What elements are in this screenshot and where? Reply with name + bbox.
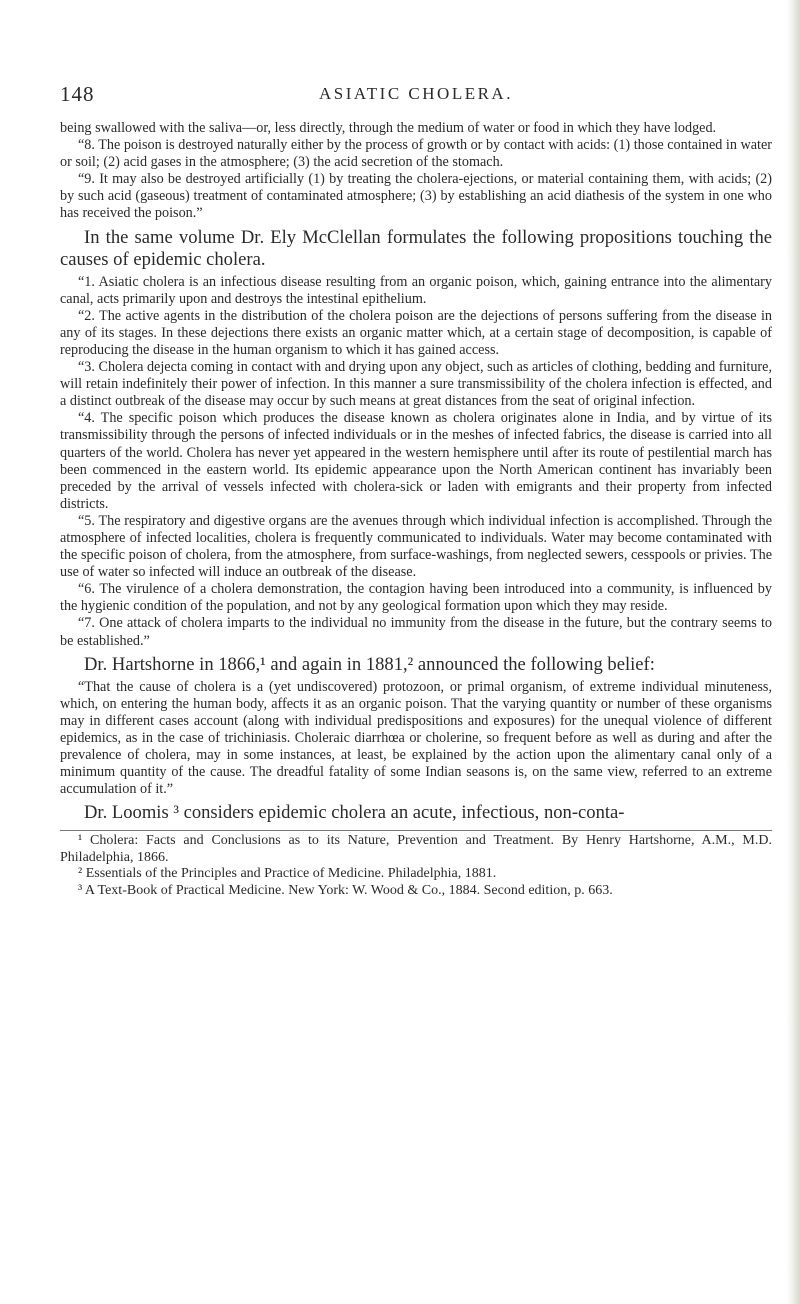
paragraph: being swallowed with the saliva—or, less directly, through the medium of water or food in which they have lodged. [60,120,717,136]
page-body [60,120,772,900]
page-header [60,82,772,106]
footnote: ¹ Cholera: Facts and Conclusions as to its Nature, Prevention and Treatment. By Henry Hartshorne, A.M., M.D. Philadelphia, 1866. [60,833,772,865]
page-edge [786,0,800,1304]
paragraph: “7. One attack of cholera imparts to the individual no immunity from the disease in the future, but the contrary seems to be established.” [60,615,772,649]
paragraph: Dr. Loomis ³ considers epidemic cholera an acute, infectious, non-conta- [84,802,625,824]
paragraph: “4. The specific poison which produces the disease known as cholera originates alone in India, and by virtue of its transmissibility through the persons of infected individuals or in the meshes of infected fabrics, the disease is carried into all quarters of the world. Cholera has never yet appeared in the western hemisphere until after its route of pestilential march has been commenced in the eastern world. Its epidemic appearance upon the North American continent has invariably been preceded by the arrival of vessels infected with cholera-sick or laden with emigrants and their property from infected districts. [60,410,772,512]
paragraph: “2. The active agents in the distribution of the cholera poison are the dejections of persons suffering from the disease in any of its stages. In these dejections there exists an organic matter which, at a certain stage of decomposition, is capable of reproducing the disease in the human organism to which it has gained access. [60,307,772,358]
paragraph: “5. The respiratory and digestive organs are the avenues through which individual infection is accomplished. Through the atmosphere of infected localities, cholera is frequently communicated to individuals. Water may become contaminated with the specific poison of cholera, from the atmosphere, from surface-washings, from neglected sewers, cesspools or privies. The use of water so infected will induce an outbreak of the disease. [60,512,772,581]
paragraph: Dr. Hartshorne in 1866,¹ and again in 1881,² announced the following belief: [84,653,655,675]
footnote: ² Essentials of the Principles and Practice of Medicine. Philadelphia, 1881. [78,866,497,882]
footnote: ³ A Text-Book of Practical Medicine. New York: W. Wood & Co., 1884. Second edition, p. 663. [78,883,613,899]
paragraph: “3. Cholera dejecta coming in contact with and drying upon any object, such as articles of clothing, bedding and furniture, will retain indefinitely their power of infection. In this manner a sure transmissibility of the cholera infection is effected, and a distinct outbreak of the disease may occur by such means at great distances from the seat of original infection. [60,359,772,410]
paragraph: “6. The virulence of a cholera demonstration, the contagion having been introduced into a community, is influenced by the hygienic condition of the population, and not by any geological formation upon which they may reside. [60,581,772,615]
paragraph: In the same volume Dr. Ely McClellan formulates the following propositions touching the causes of epidemic cholera. [60,226,772,270]
footnote-divider [60,830,772,831]
running-title: ASIATIC CHOLERA. [319,84,513,103]
paragraph: “1. Asiatic cholera is an infectious disease resulting from an organic poison, which, gaining entrance into the alimentary canal, acts primarily upon and destroys the intestinal epithelium. [60,273,772,307]
paragraph: “9. It may also be destroyed artificially (1) by treating the cholera-ejections, or material containing them, with acids; (2) by such acid (gaseous) treatment of contaminated atmosphere; (3) by establishing an acid diathesis of the system in one who has received the poison.” [60,171,772,222]
book-page [60,0,772,1304]
paragraph: “That the cause of cholera is a (yet undiscovered) protozoon, or primal organism, of extreme individual minuteness, which, on entering the human body, affects it as an organic poison. That the varying quantity or number of these organisms may in different cases account (along with individual predispositions and exposures) for the unequal violence of different epidemics, as in the case of trichiniasis. Choleraic diarrhœa or cholerine, so frequent before as well as during and after the prevalence of cholera, may in some instances, at least, be explained by the action upon the alimentary canal only of a minimum quantity of the cause. The dreadful fatality of some Indian seasons is, on the same view, referred to an extreme accumulation of it.” [60,678,772,798]
paragraph: “8. The poison is destroyed naturally either by the process of growth or by contact with acids: (1) those contained in water or soil; (2) acid gases in the atmosphere; (3) the acid secretion of the stomach. [60,137,772,171]
page-number: 148 [60,82,95,106]
